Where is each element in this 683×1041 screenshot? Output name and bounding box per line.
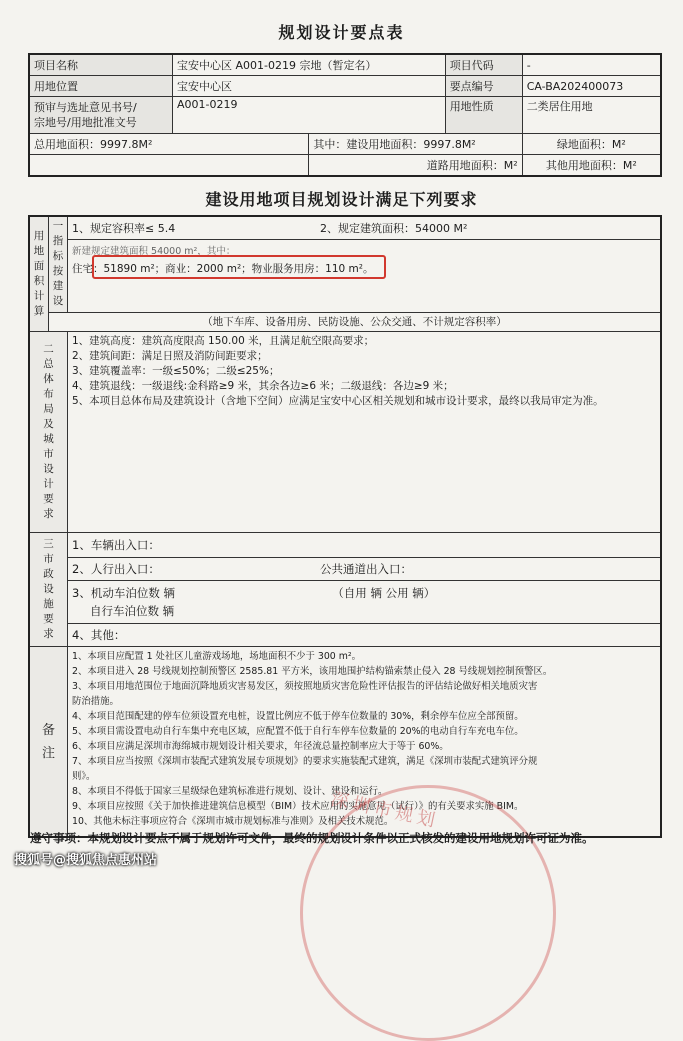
list-item: 9、本项目应按照《关于加快推进建筑信息模型（BIM）技术应用的实施意见（试行）》的有关要求实施 BIM。 [72, 801, 524, 812]
other-requirements: 4、其他： [68, 624, 662, 647]
new-area-text: 新建规定建筑面积 54000 m²，其中： [68, 240, 662, 260]
project-name-label: 项目名称 [29, 54, 173, 76]
project-code-value: - [522, 54, 661, 76]
preapproval-value: A001-0219 [173, 97, 446, 134]
point-no-value: CA-BA202400073 [522, 76, 661, 97]
vehicle-entrance: 1、车辆出入口： [68, 533, 662, 558]
list-item: 则》。 [72, 771, 96, 782]
list-item: 4、建筑退线：一级退线:金科路≥9 米，其余各边≥6 米；二级退线：各边≥9 米； [72, 380, 454, 392]
road-area: 道路用地面积：M² [309, 155, 522, 177]
list-item: 1、建筑高度：建筑高度限高 150.00 米，且满足航空限高要求； [72, 335, 375, 347]
far-requirement: 1、规定容积率≤ 5.4 [68, 216, 317, 240]
list-item: 2、建筑间距：满足日照及消防间距要求； [72, 350, 268, 362]
land-nature-value: 二类居住用地 [522, 97, 661, 134]
project-name-value: 宝安中心区 A001-0219 宗地（暂定名） [173, 54, 446, 76]
construction-area: 其中：建设用地面积：9997.8M² [309, 134, 522, 155]
page-title: 规划设计要点表 [278, 23, 405, 42]
list-item: 10、其他未标注事项应符合《深圳市城市规划标准与准则》及相关技术规范。 [72, 816, 394, 827]
indicators-label: 用 地 面 积 计 算 [29, 216, 49, 332]
other-area: 其他用地面积：M² [522, 155, 661, 177]
public-passage: 公共通道出入口： [316, 558, 661, 581]
seal-text: 深圳市规划 [328, 788, 441, 833]
total-area: 总用地面积：9997.8M² [29, 134, 309, 155]
green-area: 绿地面积：M² [522, 134, 661, 155]
list-item: 3、本项目用地范围位于地面沉降地质灾害易发区，须按照地质灾害危险性评估报告的评估结论做好相关地质灾害 [72, 681, 538, 692]
list-item: 4、本项目范围配建的停车位须设置充电桩，设置比例应不低于停车位数量的 30%，剩余停车位应全部预留。 [72, 711, 524, 722]
point-no-label: 要点编号 [445, 76, 522, 97]
list-item: 5、本项目需设置电动自行车集中充电区域，应配置不低于自行车停车位数量的 20%的电动自行车充电车位。 [72, 726, 524, 737]
parking-count: 3、机动车泊位数 辆 [72, 586, 175, 600]
indicators-sublabel: 一 指 标 按 建 设 [49, 216, 68, 312]
indicators-note: （地下车库、设备用房、民防设施、公众交通、不计规定容积率） [49, 312, 662, 331]
floor-area-requirement: 2、规定建筑面积：54000 M² [316, 216, 661, 240]
list-item: 3、建筑覆盖率：一级≤50%；二级≤25%； [72, 365, 280, 377]
remarks-label: 备 注 [29, 647, 68, 838]
list-item: 8、本项目不得低于国家三星级绿色建筑标准进行规划、设计、建设和运行。 [72, 786, 388, 797]
empty-cell [29, 155, 309, 177]
list-item: 2、本项目进入 28 号线规划控制预警区 2585.81 平方米，该用地围护结构锚索禁止侵入 28 号线规划控制预警区。 [72, 666, 553, 677]
land-nature-label: 用地性质 [445, 97, 522, 134]
list-item: 7、本项目应当按照《深圳市装配式建筑发展专项规划》的要求实施装配式建筑，满足《深圳市装配式建筑评分规 [72, 756, 538, 767]
project-code-label: 项目代码 [445, 54, 522, 76]
parking-detail: （自用 辆 公用 辆） [332, 586, 436, 600]
site-location-label: 用地位置 [29, 76, 173, 97]
area-breakdown: 住宅：51890 m²；商业：2000 m²；物业服务用房：110 m²。 [68, 260, 662, 312]
site-location-value: 宝安中心区 [173, 76, 446, 97]
watermark-text: 搜狐号@搜狐焦点惠州站 [14, 853, 158, 868]
municipal-label: 三 市 政 设 施 要 求 [29, 533, 68, 647]
project-info-table [28, 53, 662, 177]
list-item: 1、本项目应配置 1 处社区儿童游戏场地，场地面积不少于 300 m²。 [72, 651, 362, 662]
list-item: 5、本项目总体布局及建筑设计（含地下空间）应满足宝安中心区相关规划和城市设计要求，最终以我局审定为准。 [72, 395, 604, 407]
section-title: 建设用地项目规划设计满足下列要求 [205, 190, 478, 209]
requirements-table [28, 215, 662, 838]
list-item: 防治措施。 [72, 696, 119, 707]
pedestrian-entrance: 2、人行出入口： [68, 558, 317, 581]
list-item: 6、本项目应满足深圳市海绵城市规划设计相关要求，年径流总量控制率应大于等于 60%。 [72, 741, 449, 752]
preapproval-label: 预审与选址意见书号/ 宗地号/用地批准文号 [29, 97, 173, 134]
layout-requirements [68, 332, 662, 533]
layout-label: 二 总 体 布 局 及 城 市 设 计 要 求 [29, 332, 68, 533]
remarks-list [68, 647, 662, 838]
notice-text: 遵守事项：本规划设计要点不属于规划许可文件，最终的规划设计条件以正式核发的建设用地规划许可证为准。 [30, 831, 594, 845]
bicycle-count: 自行车泊位数 辆 [90, 604, 175, 618]
parking-info [68, 581, 662, 624]
